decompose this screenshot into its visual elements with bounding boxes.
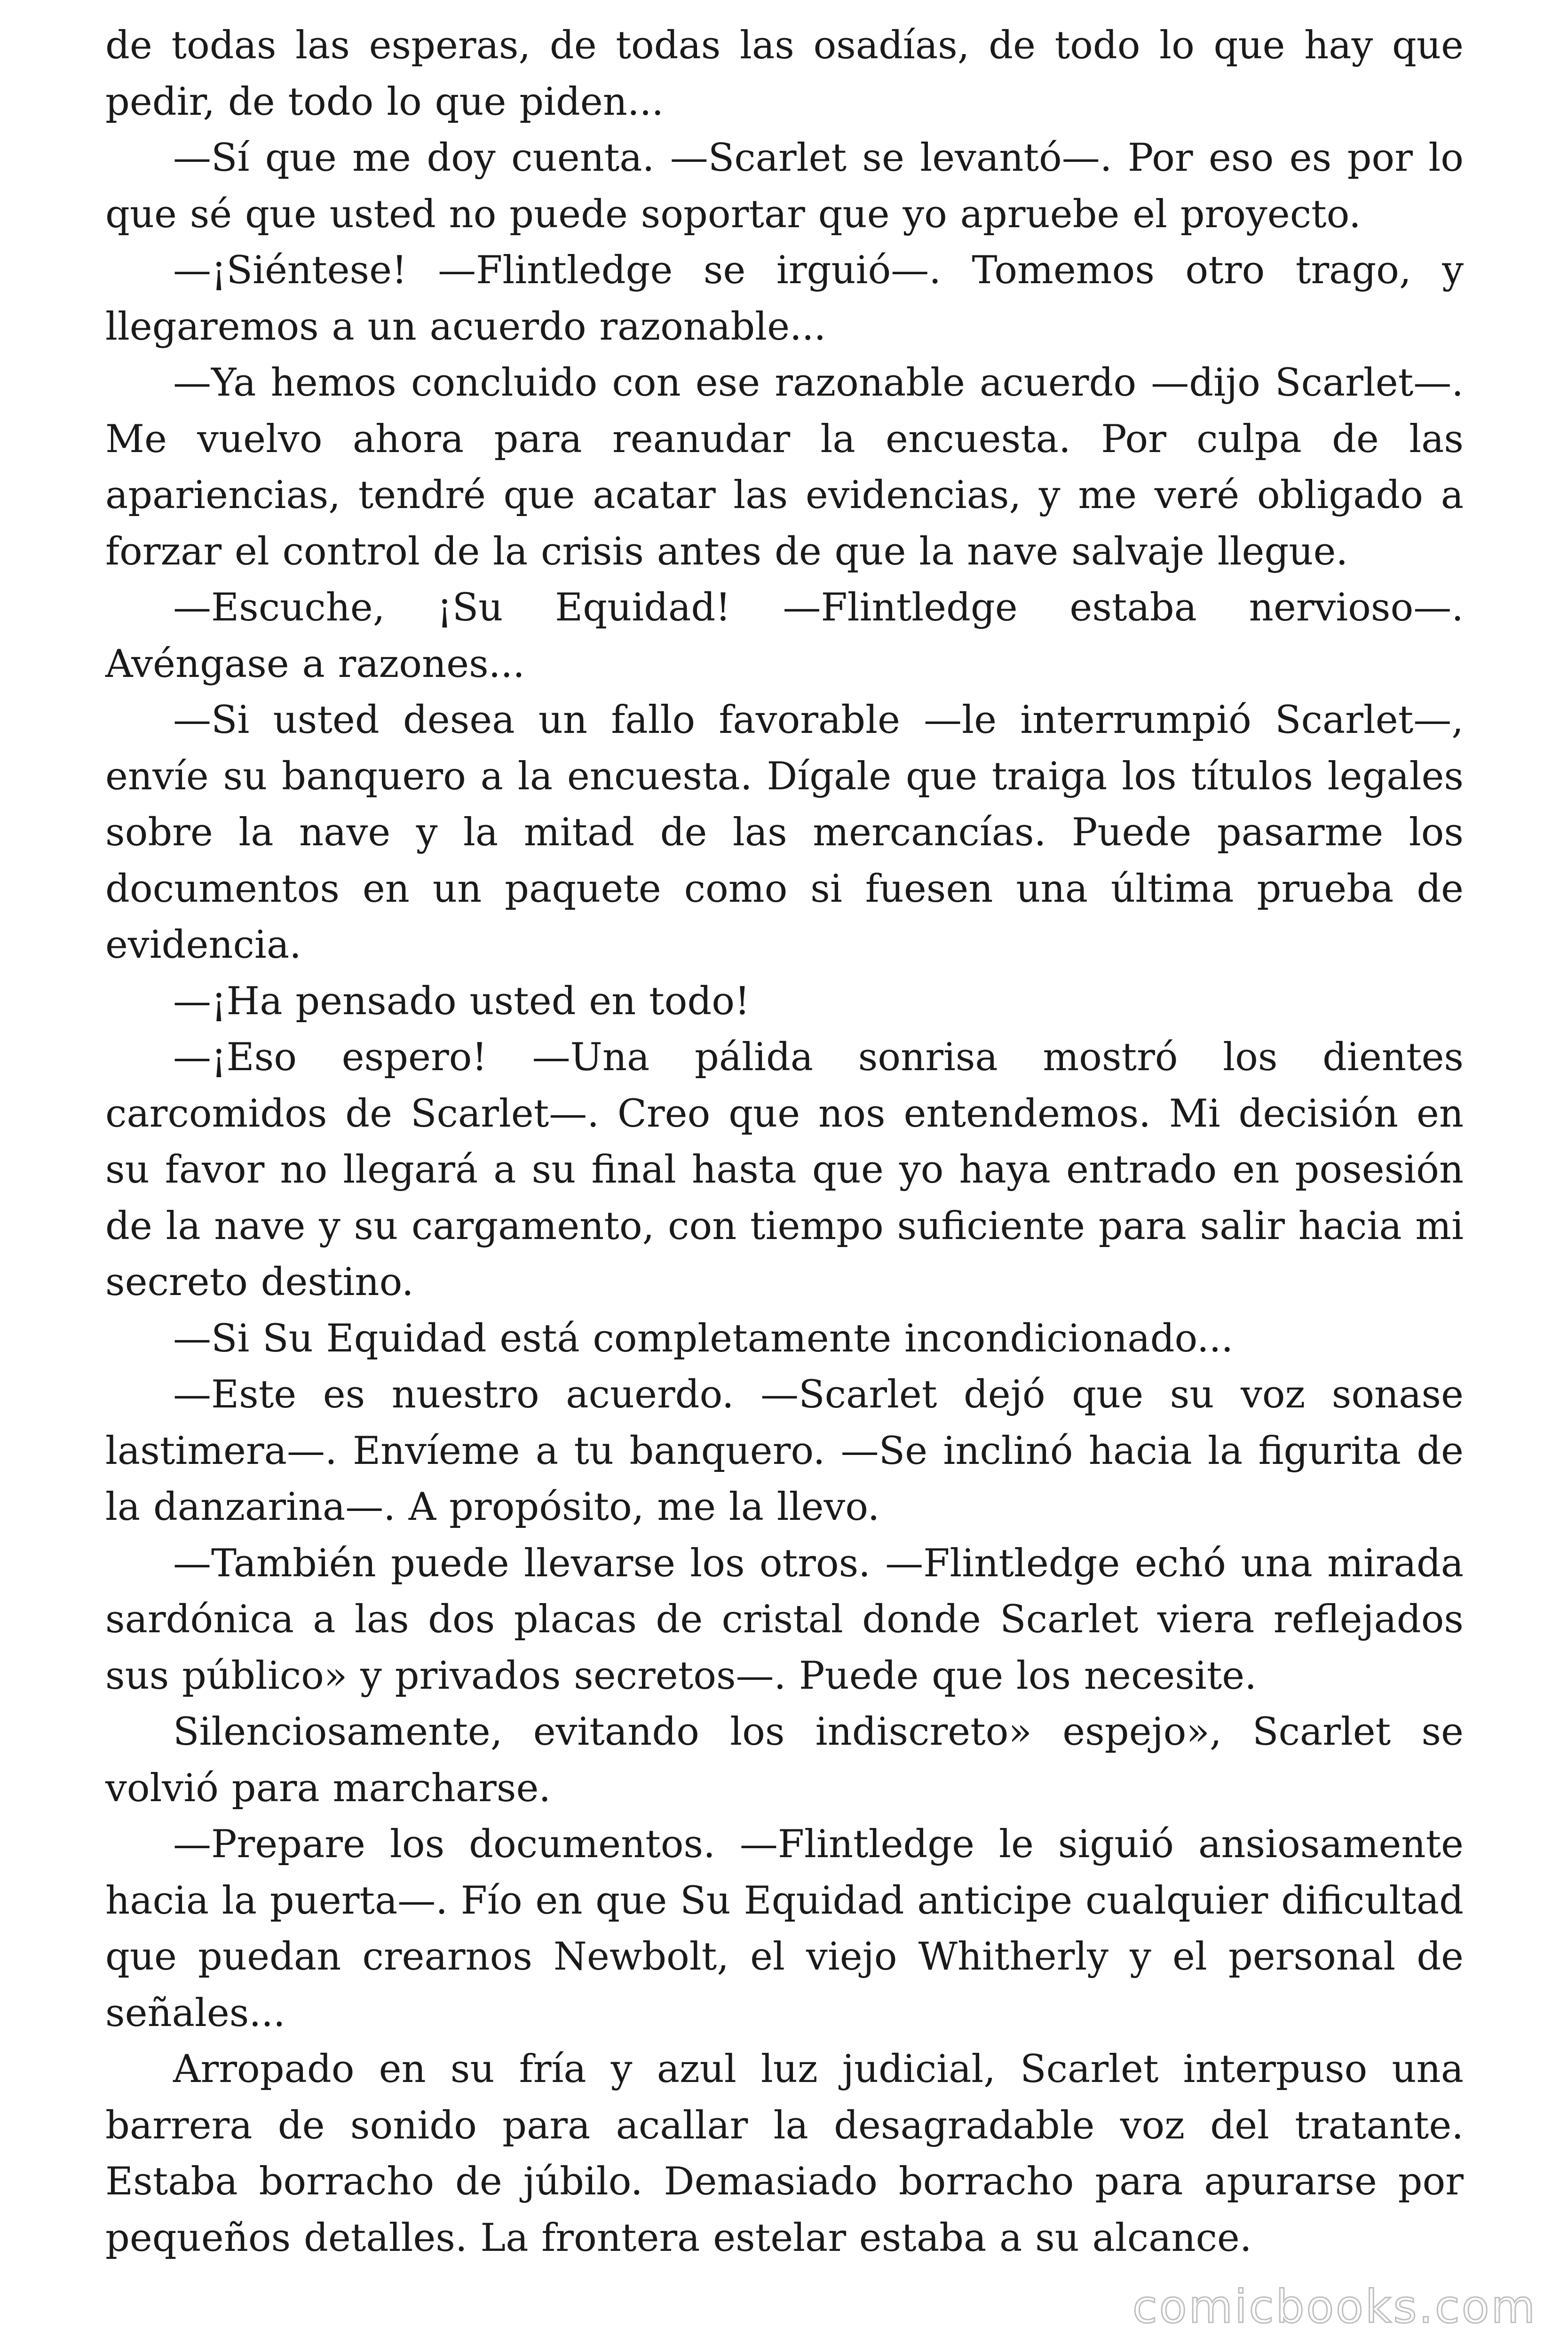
paragraph: —¡Siéntese! —Flintledge se irguió—. Tomemos otro trago, y llegaremos a un acuerdo razonable... bbox=[105, 248, 1464, 349]
paragraph: —También puede llevarse los otros. —Flintledge echó una mirada sardónica a las dos placas de cristal donde Scarlet viera reflejados sus público» y privados secretos—. Puede que los necesite. bbox=[105, 1541, 1464, 1698]
page-body bbox=[105, 18, 1464, 2266]
paragraph: —Este es nuestro acuerdo. —Scarlet dejó que su voz sonase lastimera—. Envíeme a tu banquero. —Se inclinó hacia la figurita de la danzarina—. A propósito, me la llevo. bbox=[105, 1373, 1464, 1529]
paragraph: —Sí que me doy cuenta. —Scarlet se levantó—. Por eso es por lo que sé que usted no puede soportar que yo apruebe el proyecto. bbox=[105, 136, 1464, 237]
paragraph: Silenciosamente, evitando los indiscreto» espejo», Scarlet se volvió para marcharse. bbox=[105, 1710, 1464, 1811]
paragraph: de todas las esperas, de todas las osadías, de todo lo que hay que pedir, de todo lo que piden... bbox=[105, 24, 1464, 124]
paragraph: —Ya hemos concluido con ese razonable acuerdo —dijo Scarlet—. Me vuelvo ahora para reanudar la encuesta. Por culpa de las apariencias, tendré que acatar las evidencias, y me veré obligado a forzar el control de la crisis antes de que la nave salvaje llegue. bbox=[105, 361, 1464, 574]
paragraph: —Si usted desea un fallo favorable —le interrumpió Scarlet—, envíe su banquero a la encuesta. Dígale que traiga los títulos legales sobre la nave y la mitad de las mercancías. Puede pasarme los documentos en un paquete como si fuesen una última prueba de evidencia. bbox=[105, 698, 1464, 967]
paragraph: —¡Ha pensado usted en todo! bbox=[173, 979, 750, 1024]
paragraph: —Escuche, ¡Su Equidad! —Flintledge estaba nervioso—. Avéngase a razones... bbox=[105, 586, 1464, 686]
paragraph: —Prepare los documentos. —Flintledge le siguió ansiosamente hacia la puerta—. Fío en que Su Equidad anticipe cualquier dificultad que puedan crearnos Newbolt, el viejo Whitherly y el personal de señales... bbox=[105, 1822, 1464, 2035]
paragraph: —Si Su Equidad está completamente incondicionado... bbox=[173, 1316, 1234, 1361]
paragraph: —¡Eso espero! —Una pálida sonrisa mostró los dientes carcomidos de Scarlet—. Creo que nos entendemos. Mi decisión en su favor no llegará a su final hasta que yo haya entrado en posesión de la nave y su cargamento, con tiempo suficiente para salir hacia mi secreto destino. bbox=[105, 1035, 1464, 1304]
watermark: comicbooks.com bbox=[1132, 2280, 1537, 2333]
paragraph: Arropado en su fría y azul luz judicial, Scarlet interpuso una barrera de sonido para acallar la desagradable voz del tratante. Estaba borracho de júbilo. Demasiado borracho para apurarse por pequeños detalles. La frontera estelar estaba a su alcance. bbox=[105, 2047, 1464, 2260]
